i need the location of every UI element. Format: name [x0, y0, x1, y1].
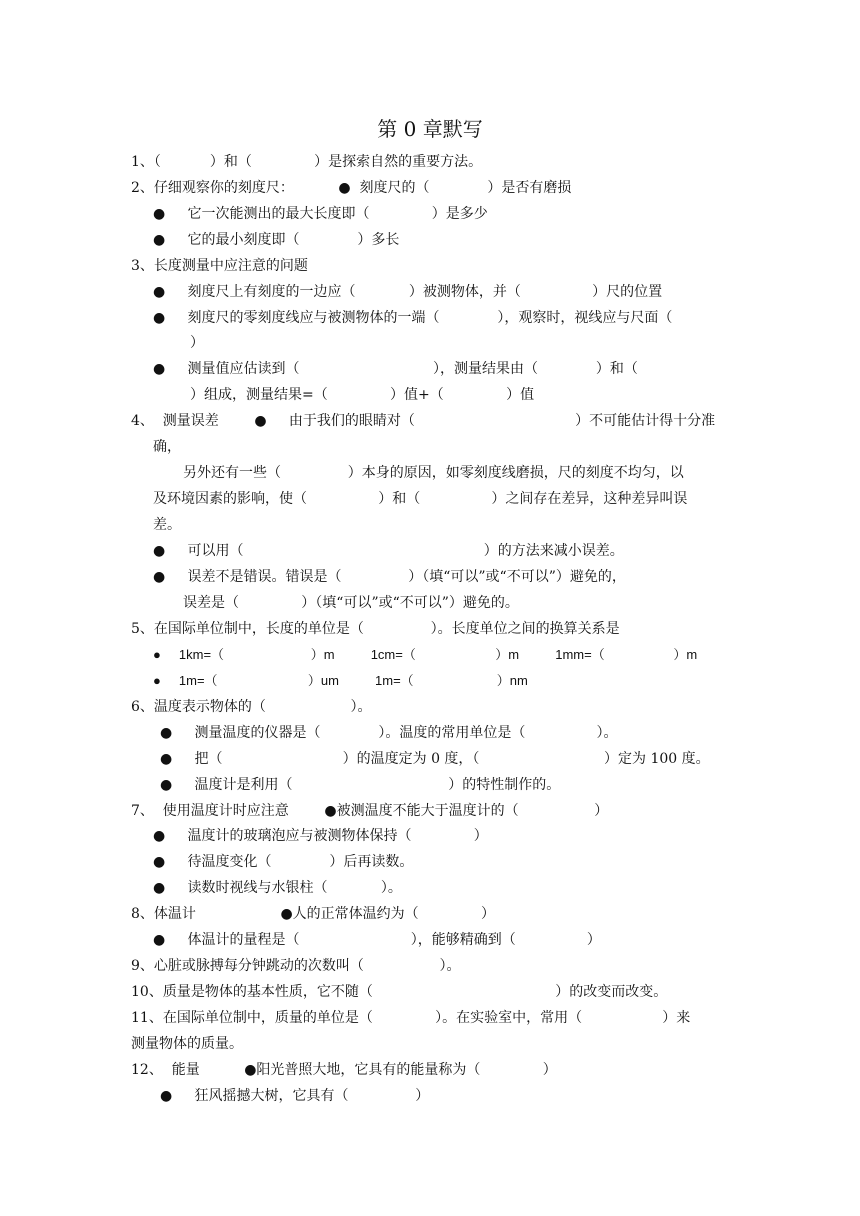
bullet-4b: ● 误差不是错误。错误是（ ）（填“可以”或“不可以”）避免的，	[153, 569, 626, 585]
bullet-3c: ● 测量值应估读到（ ），测量结果由（ ）和（	[153, 361, 638, 377]
bullet-7b: ● 待温度变化（ ）后再读数。	[153, 854, 414, 870]
bullet-2b: ● 它的最小刻度即（ ）多长	[153, 232, 400, 248]
bullet-3b-cont: ）	[190, 335, 204, 351]
question-4-para3: 差。	[153, 517, 181, 533]
bullet-4b-cont: 误差是（ ）（填“可以”或“不可以”）避免的。	[183, 595, 519, 611]
question-4-cont: 确，	[153, 439, 181, 455]
question-9: 9、心脏或脉搏每分钟跳动的次数叫（ ）。	[131, 958, 461, 974]
bullet-7c: ● 读数时视线与水银柱（ ）。	[153, 880, 402, 896]
question-4: 4、 测量误差 ● 由于我们的眼睛对（ ）不可能估计得十分准	[131, 413, 716, 429]
bullet-6b: ● 把（ ）的温度定为 0 度，（ ）定为 100 度。	[160, 751, 710, 767]
question-4-para1: 另外还有一些（ ）本身的原因，如零刻度线磨损，尺的刻度不均匀，以	[183, 465, 684, 481]
bullet-6c: ● 温度计是利用（ ）的特性制作的。	[160, 777, 561, 793]
bullet-5a: ● 1km=（ ）m 1cm=（ ）m 1mm=（ ）m	[153, 647, 698, 662]
page-title: 第 0 章默写	[377, 117, 483, 141]
bullet-7a: ● 温度计的玻璃泡应与被测物体保持（ ）	[153, 828, 488, 844]
question-7: 7、 使用温度计时应注意 ●被测温度不能大于温度计的（ ）	[131, 803, 609, 819]
question-5: 5、在国际单位制中，长度的单位是（ ）。长度单位之间的换算关系是	[131, 621, 620, 637]
bullet-8a: ● 体温计的量程是（ ），能够精确到（ ）	[153, 932, 601, 948]
question-8: 8、体温计 ●人的正常体温约为（ ）	[131, 906, 495, 922]
bullet-6a: ● 测量温度的仪器是（ ）。温度的常用单位是（ ）。	[160, 725, 618, 741]
bullet-5b: ● 1m=（ ）um 1m=（ ）nm	[153, 673, 528, 688]
question-3: 3、长度测量中应注意的问题	[131, 258, 308, 274]
question-10: 10、质量是物体的基本性质，它不随（ ）的改变而改变。	[131, 984, 668, 1000]
bullet-3b: ● 刻度尺的零刻度线应与被测物体的一端（ ），观察时，视线应与尺面（	[153, 310, 673, 326]
bullet-12a: ● 狂风摇撼大树，它具有（ ）	[160, 1088, 430, 1104]
question-1: 1、（ ）和（ ）是探索自然的重要方法。	[131, 154, 483, 170]
question-6: 6、温度表示物体的（ ）。	[131, 699, 372, 715]
question-2: 2、仔细观察你的刻度尺： ● 刻度尺的（ ）是否有磨损	[131, 180, 572, 196]
question-11: 11、在国际单位制中，质量的单位是（ ）。在实验室中，常用（ ）来	[131, 1010, 691, 1026]
bullet-3a: ● 刻度尺上有刻度的一边应（ ）被测物体，并（ ）尺的位置	[153, 284, 663, 300]
question-11-cont: 测量物体的质量。	[131, 1036, 243, 1052]
question-4-para2: 及环境因素的影响，使（ ）和（ ）之间存在差异，这种差异叫误	[153, 491, 688, 507]
bullet-2a: ● 它一次能测出的最大长度即（ ）是多少	[153, 206, 488, 222]
question-12: 12、 能量 ●阳光普照大地，它具有的能量称为（ ）	[131, 1062, 557, 1078]
bullet-3c-cont: ）组成，测量结果=（ ）值+（ ）值	[190, 387, 535, 403]
bullet-4a: ● 可以用（ ）的方法来减小误差。	[153, 543, 624, 559]
